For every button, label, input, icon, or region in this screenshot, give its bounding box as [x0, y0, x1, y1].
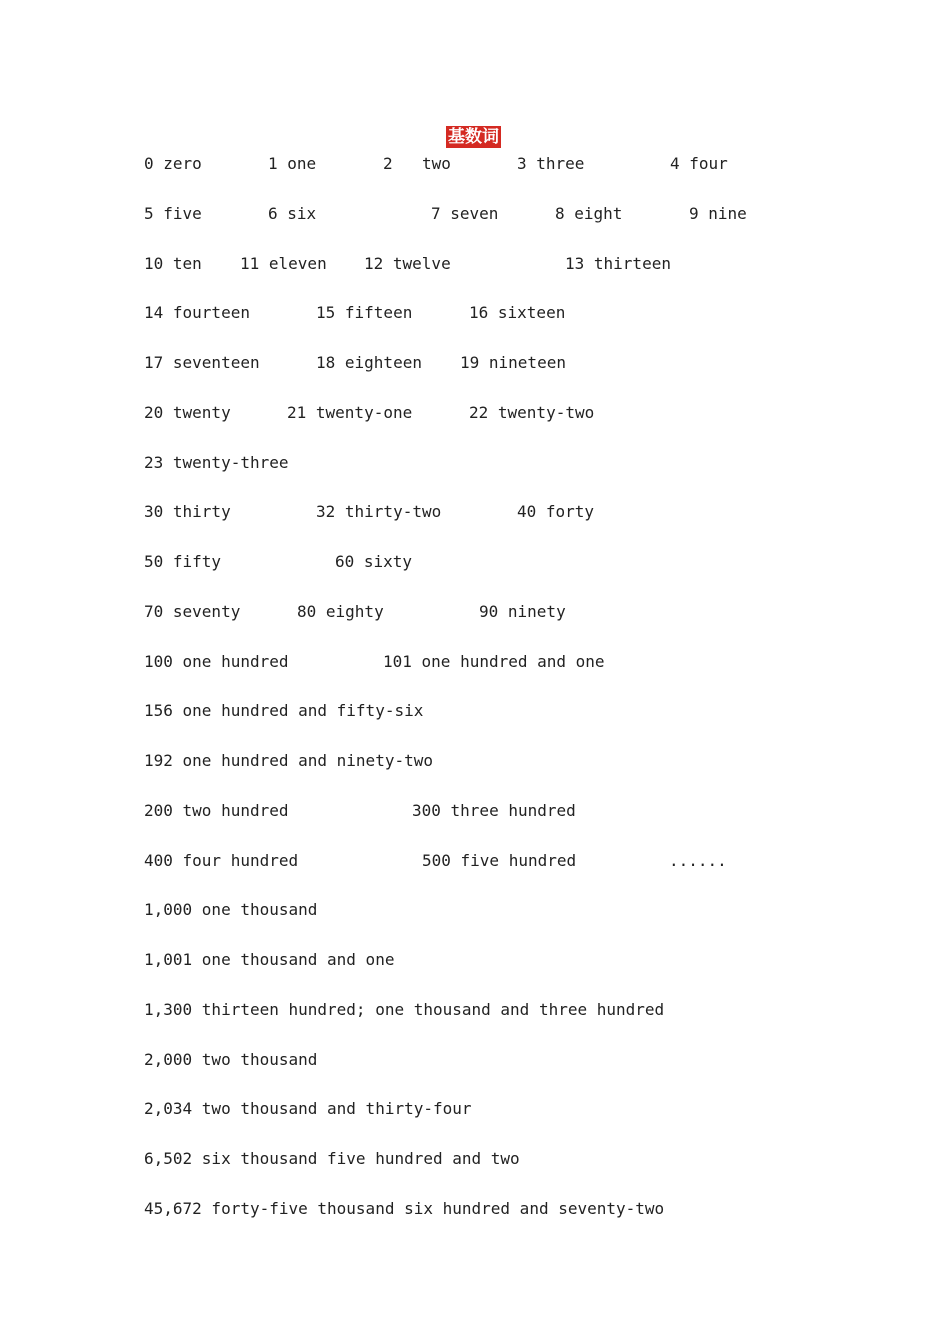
number-entry: 19 nineteen — [460, 353, 566, 372]
number-entry: 2,034 two thousand and thirty-four — [144, 1099, 472, 1118]
number-entry: 20 twenty — [144, 403, 231, 422]
number-entry: 80 eighty — [297, 602, 384, 621]
list-row — [0, 799, 950, 823]
number-entry: 23 twenty-three — [144, 453, 289, 472]
list-row — [0, 749, 950, 773]
list-row — [0, 898, 950, 922]
list-row — [0, 1048, 950, 1072]
list-row — [0, 948, 950, 972]
number-entry: 4 four — [670, 154, 728, 173]
number-entry: 7 seven — [431, 204, 499, 223]
number-entry: 5 five — [144, 204, 202, 223]
number-entry: 13 thirteen — [565, 254, 671, 273]
number-entry: 156 one hundred and fifty-six — [144, 701, 424, 720]
number-entry: 2 — [383, 154, 393, 173]
number-entry: 10 ten — [144, 254, 202, 273]
list-row — [0, 401, 950, 425]
number-entry: 60 sixty — [335, 552, 413, 571]
number-entry: 0 zero — [144, 154, 202, 173]
list-row — [0, 451, 950, 475]
list-row — [0, 550, 950, 574]
number-entry: 1,001 one thousand and one — [144, 950, 395, 969]
number-entry: 1 one — [268, 154, 317, 173]
number-entry: 32 thirty-two — [316, 502, 442, 521]
list-row — [0, 1147, 950, 1171]
list-row — [0, 600, 950, 624]
list-row — [0, 998, 950, 1022]
number-entry: two — [422, 154, 451, 173]
number-entry: 8 eight — [555, 204, 623, 223]
number-entry: 14 fourteen — [144, 303, 250, 322]
number-entry: 500 five hundred — [422, 851, 577, 870]
number-entry: 6,502 six thousand five hundred and two — [144, 1149, 520, 1168]
number-entry: 6 six — [268, 204, 317, 223]
number-entry: 9 nine — [689, 204, 747, 223]
number-entry: 21 twenty-one — [287, 403, 413, 422]
list-row — [0, 1097, 950, 1121]
number-entry: 15 fifteen — [316, 303, 413, 322]
list-row — [0, 351, 950, 375]
list-row — [0, 202, 950, 226]
number-entry: 90 ninety — [479, 602, 566, 621]
number-entry: 1,000 one thousand — [144, 900, 318, 919]
number-entry: 16 sixteen — [469, 303, 566, 322]
number-entry: 400 four hundred — [144, 851, 299, 870]
number-entry: 40 forty — [517, 502, 595, 521]
number-entry: 200 two hundred — [144, 801, 289, 820]
list-row — [0, 1197, 950, 1221]
number-entry: 50 fifty — [144, 552, 222, 571]
number-entry: 70 seventy — [144, 602, 241, 621]
number-entry: 2,000 two thousand — [144, 1050, 318, 1069]
number-entry: 18 eighteen — [316, 353, 422, 372]
number-entry: 3 three — [517, 154, 585, 173]
number-entry: 101 one hundred and one — [383, 652, 605, 671]
number-entry: 12 twelve — [364, 254, 451, 273]
page-title: 基数词 — [448, 127, 499, 147]
number-entry: 11 eleven — [240, 254, 327, 273]
number-entry: 192 one hundred and ninety-two — [144, 751, 433, 770]
number-entry: 17 seventeen — [144, 353, 260, 372]
list-row — [0, 699, 950, 723]
list-row — [0, 650, 950, 674]
number-entry: 45,672 forty-five thousand six hundred and seventy-two — [144, 1199, 665, 1218]
number-entry: 300 three hundred — [412, 801, 576, 820]
list-row — [0, 152, 950, 176]
list-row — [0, 301, 950, 325]
number-entry: 22 twenty-two — [469, 403, 595, 422]
number-entry: ...... — [669, 851, 727, 870]
number-entry: 30 thirty — [144, 502, 231, 521]
list-row — [0, 500, 950, 524]
number-entry: 100 one hundred — [144, 652, 289, 671]
number-entry: 1,300 thirteen hundred; one thousand and three hundred — [144, 1000, 665, 1019]
list-row — [0, 252, 950, 276]
list-row — [0, 849, 950, 873]
